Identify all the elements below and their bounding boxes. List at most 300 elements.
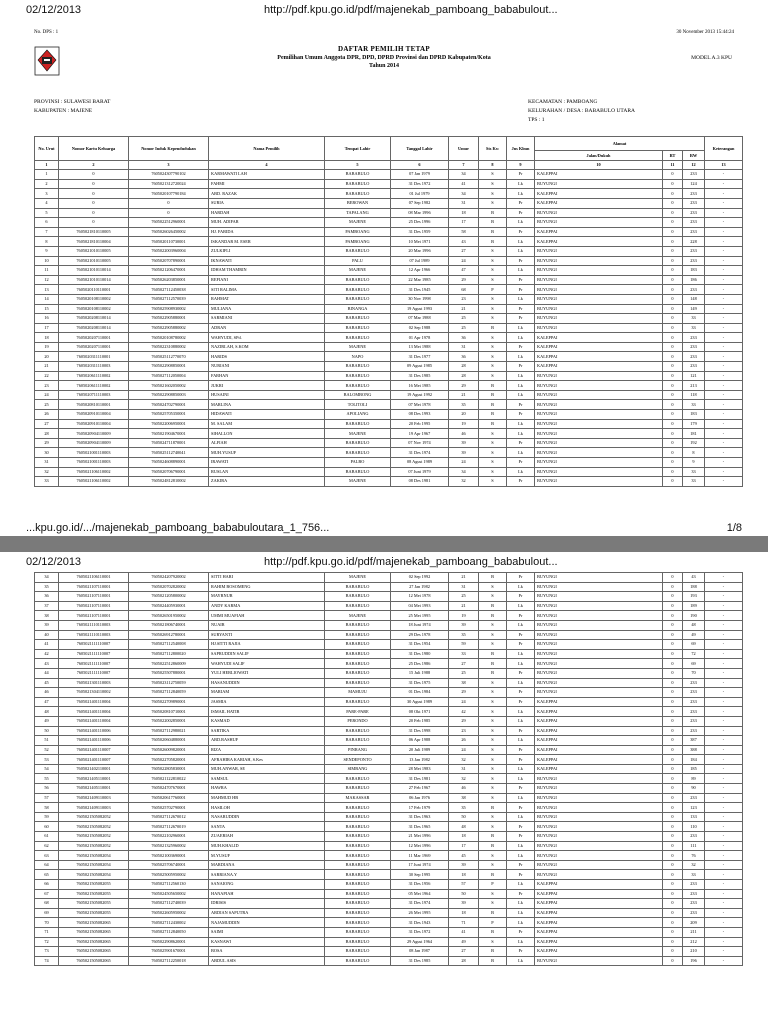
cell-umur: 24 xyxy=(449,256,479,266)
cell-umur: 71 xyxy=(449,918,479,928)
table-row xyxy=(35,179,743,189)
cell-status: S xyxy=(479,620,507,630)
cell-rw: 233 xyxy=(683,362,705,372)
cell-ket: - xyxy=(705,246,743,256)
cell-nik: 7605027112840050 xyxy=(129,927,209,937)
cell-no: 28 xyxy=(35,429,59,439)
cell-tempat: PAMBOANG xyxy=(325,237,391,247)
cell-nama: NURIANI xyxy=(209,362,325,372)
cell-nama: MUH.ANWAR, SE xyxy=(209,764,325,774)
cell-umur: 34 xyxy=(449,189,479,199)
cell-rw: 149 xyxy=(683,304,705,314)
cell-tanggal: 30 Sep 1995 xyxy=(391,870,449,880)
table-row xyxy=(35,908,743,918)
cell-rw: 233 xyxy=(683,716,705,726)
table-row xyxy=(35,812,743,822)
col-header-umur: Umur xyxy=(449,137,479,161)
cell-nama: AFRAHIRA KARIAH, S.Kes xyxy=(209,755,325,765)
cell-nik: 7605020108780002 xyxy=(129,333,209,343)
cell-rt: 0 xyxy=(663,294,683,304)
cell-rt: 0 xyxy=(663,812,683,822)
table-row xyxy=(35,678,743,688)
cell-rt: 0 xyxy=(663,352,683,362)
kecamatan: KECAMATAN : PAMBOANG xyxy=(528,99,598,105)
cell-umur: 21 xyxy=(449,573,479,583)
cell-ket: - xyxy=(705,333,743,343)
table-row xyxy=(35,237,743,247)
cell-umur: 25 xyxy=(449,314,479,324)
print-footer xyxy=(0,520,768,536)
cell-rw: 33 xyxy=(683,467,705,477)
table-row xyxy=(35,323,743,333)
cell-kk: 7605021405110001 xyxy=(59,784,129,794)
table-row xyxy=(35,371,743,381)
cell-nik: 7605021806740001 xyxy=(129,620,209,630)
cell-umur: 48 xyxy=(449,822,479,832)
cell-rw: 184 xyxy=(683,755,705,765)
cell-nik: 7605025005950002 xyxy=(129,870,209,880)
cell-ket: - xyxy=(705,400,743,410)
table-row xyxy=(35,285,743,295)
cell-tempat: TOLITOLI xyxy=(325,400,391,410)
cell-jk: Lk xyxy=(507,716,535,726)
cell-nik: 7605021602050002 xyxy=(129,381,209,391)
cell-status: B xyxy=(479,956,507,966)
cell-jalan: BUYUNGI xyxy=(535,285,663,295)
cell-umur: 26 xyxy=(449,736,479,746)
cell-rw: 233 xyxy=(683,899,705,909)
cell-status: S xyxy=(479,630,507,640)
cell-jk: Pr xyxy=(507,697,535,707)
cell-tempat: BABABULO xyxy=(325,851,391,861)
table-row xyxy=(35,611,743,621)
cell-ket: - xyxy=(705,947,743,957)
cell-tanggal: 31 Des 1977 xyxy=(391,352,449,362)
cell-nik: 7605022705820001 xyxy=(129,755,209,765)
cell-no: 7 xyxy=(35,227,59,237)
cell-rw: 185 xyxy=(683,764,705,774)
cell-no: 46 xyxy=(35,688,59,698)
cell-rw: 33 xyxy=(683,870,705,880)
cell-umur: 21 xyxy=(449,601,479,611)
cell-status: S xyxy=(479,716,507,726)
cell-ket: - xyxy=(705,851,743,861)
cell-rt: 0 xyxy=(663,937,683,947)
cell-umur: 32 xyxy=(449,477,479,487)
cell-jk: Lk xyxy=(507,707,535,717)
cell-rw: 233 xyxy=(683,726,705,736)
cell-tempat: BABABULO xyxy=(325,678,391,688)
cell-status: S xyxy=(479,851,507,861)
cell-kk: 7605021505082052 xyxy=(59,841,129,851)
cell-no: 35 xyxy=(35,582,59,592)
cell-kk: 7605021301110003 xyxy=(59,678,129,688)
cell-tanggal: 25 Des 1996 xyxy=(391,218,449,228)
cell-no: 6 xyxy=(35,218,59,228)
cell-status: S xyxy=(479,755,507,765)
cell-jk: Pr xyxy=(507,592,535,602)
cell-jalan: BUYUNGI xyxy=(535,822,663,832)
cell-nik: 7605020110730001 xyxy=(129,237,209,247)
cell-rw: 188 xyxy=(683,582,705,592)
cell-tempat: BABABULO xyxy=(325,899,391,909)
table-row xyxy=(35,419,743,429)
cell-umur: 18 xyxy=(449,870,479,880)
table-row xyxy=(35,218,743,228)
cell-no: 10 xyxy=(35,256,59,266)
cell-rt: 0 xyxy=(663,784,683,794)
cell-no: 51 xyxy=(35,736,59,746)
cell-nama: HJ.SITTI RAJIA xyxy=(209,640,325,650)
cell-nik: 7605022003960004 xyxy=(129,246,209,256)
cell-status: B xyxy=(479,870,507,880)
cell-tempat: BEROWAN xyxy=(325,198,391,208)
cell-jalan: KALEPPAI xyxy=(535,237,663,247)
cell-no: 56 xyxy=(35,784,59,794)
cell-status: B xyxy=(479,381,507,391)
cell-tempat: BABABULO xyxy=(325,947,391,957)
table-row xyxy=(35,947,743,957)
cell-nama: MULIANA xyxy=(209,304,325,314)
cell-jk: Pr xyxy=(507,410,535,420)
cell-status: S xyxy=(479,352,507,362)
cell-tanggal: 08 Mar 1996 xyxy=(391,208,449,218)
cell-rt: 0 xyxy=(663,774,683,784)
cell-rt: 0 xyxy=(663,889,683,899)
cell-rt: 0 xyxy=(663,736,683,746)
cell-status: B xyxy=(479,323,507,333)
cell-nama: BOSA xyxy=(209,947,325,957)
cell-ket: - xyxy=(705,266,743,276)
cell-kk: 7605020611110002 xyxy=(59,371,129,381)
cell-umur: 35 xyxy=(449,630,479,640)
cell-status: S xyxy=(479,467,507,477)
cell-jk: Lk xyxy=(507,736,535,746)
table-row xyxy=(35,381,743,391)
cell-umur: 38 xyxy=(449,793,479,803)
table-row xyxy=(35,601,743,611)
cell-nama: NASARUDDIN xyxy=(209,812,325,822)
cell-status: S xyxy=(479,371,507,381)
cell-no: 8 xyxy=(35,237,59,247)
table-row xyxy=(35,266,743,276)
cell-rt: 0 xyxy=(663,458,683,468)
cell-no: 21 xyxy=(35,362,59,372)
cell-kk: 7605021110110003 xyxy=(59,630,129,640)
cell-rw: 33 xyxy=(683,323,705,333)
col-index-cell: 10 xyxy=(535,160,663,170)
cell-jalan: BUYUNGI xyxy=(535,841,663,851)
cell-kk: 7605021107110001 xyxy=(59,592,129,602)
cell-ket: - xyxy=(705,438,743,448)
cell-rw: 233 xyxy=(683,342,705,352)
cell-nik: 7605021122810022 xyxy=(129,774,209,784)
cell-no: 17 xyxy=(35,323,59,333)
cell-kk: 0 xyxy=(59,189,129,199)
cell-no: 49 xyxy=(35,716,59,726)
cell-rw: 110 xyxy=(683,822,705,832)
cell-kk: 7605020611110002 xyxy=(59,381,129,391)
cell-no: 2 xyxy=(35,179,59,189)
cell-nik: 7605025706740001 xyxy=(129,860,209,870)
cell-ket: - xyxy=(705,285,743,295)
cell-jalan: BUYUNGI xyxy=(535,179,663,189)
cell-jalan: BUYUNGI xyxy=(535,956,663,966)
cell-jk: Pr xyxy=(507,745,535,755)
cell-jalan: BUYUNGI xyxy=(535,419,663,429)
cell-ket: - xyxy=(705,764,743,774)
cell-jalan: BUYUNGI xyxy=(535,458,663,468)
cell-jk: Pr xyxy=(507,860,535,870)
cell-jalan: KALEPPAI xyxy=(535,937,663,947)
cell-kk: 7605021505082065 xyxy=(59,927,129,937)
cell-nik: 0 xyxy=(129,198,209,208)
cell-status: S xyxy=(479,582,507,592)
cell-kk: 7605020207110001 xyxy=(59,342,129,352)
cell-rw: 209 xyxy=(683,918,705,928)
cell-no: 22 xyxy=(35,371,59,381)
cell-umur: 27 xyxy=(449,246,479,256)
cell-jalan: KALEPPAI xyxy=(535,755,663,765)
cell-umur: 34 xyxy=(449,170,479,180)
cell-rt: 0 xyxy=(663,755,683,765)
cell-no: 19 xyxy=(35,342,59,352)
cell-kk: 7605021107110001 xyxy=(59,611,129,621)
cell-tanggal: 30 Nov 1998 xyxy=(391,294,449,304)
cell-tanggal: 31 Des 1959 xyxy=(391,227,449,237)
cell-jk: Pr xyxy=(507,688,535,698)
cell-nama: SARRIANA.Y xyxy=(209,870,325,880)
cell-nik: 7605022102960001 xyxy=(129,832,209,842)
col-header-alamat: Alamat xyxy=(535,137,705,151)
cell-tempat: BABABULO xyxy=(325,736,391,746)
cell-nama: HUSAINI xyxy=(209,390,325,400)
cell-rw: 8 xyxy=(683,448,705,458)
cell-status: S xyxy=(479,774,507,784)
cell-umur: 28 xyxy=(449,956,479,966)
cell-nik: 7605025705350001 xyxy=(129,410,209,420)
cell-nik: 7605027112430002 xyxy=(129,918,209,928)
cell-ket: - xyxy=(705,601,743,611)
cell-nik: 7605020604880001 xyxy=(129,736,209,746)
cell-ket: - xyxy=(705,736,743,746)
cell-ket: - xyxy=(705,342,743,352)
cell-rt: 0 xyxy=(663,582,683,592)
cell-tanggal: 31 Des 1965 xyxy=(391,822,449,832)
cell-nama: SURIA xyxy=(209,198,325,208)
cell-status: S xyxy=(479,179,507,189)
cell-jalan: BUYUNGI xyxy=(535,371,663,381)
cell-tanggal: 29 Des 1978 xyxy=(391,630,449,640)
cell-tanggal: 27 Jan 1982 xyxy=(391,582,449,592)
doc-title-block xyxy=(0,45,768,69)
table-row xyxy=(35,630,743,640)
cell-status: S xyxy=(479,899,507,909)
cell-tempat: BABABULO xyxy=(325,659,391,669)
cell-no: 40 xyxy=(35,630,59,640)
cell-kk: 7605021505082065 xyxy=(59,947,129,957)
cell-status: S xyxy=(479,592,507,602)
cell-no: 67 xyxy=(35,889,59,899)
cell-nik: 7605025901670001 xyxy=(129,947,209,957)
cell-jalan: BUYUNGI xyxy=(535,860,663,870)
cell-nik: 7605024707670001 xyxy=(129,784,209,794)
cell-ket: - xyxy=(705,592,743,602)
cell-umur: 28 xyxy=(449,362,479,372)
cell-rt: 0 xyxy=(663,947,683,957)
cell-tanggal: 19 Agust 1993 xyxy=(391,304,449,314)
cell-umur: 50 xyxy=(449,812,479,822)
col-header-nama: Nama Pemilih xyxy=(209,137,325,161)
cell-umur: 29 xyxy=(449,381,479,391)
cell-nik: 7605022709890001 xyxy=(129,697,209,707)
cell-ket: - xyxy=(705,803,743,813)
cell-nik: 7605020702820002 xyxy=(129,582,209,592)
cell-ket: - xyxy=(705,630,743,640)
cell-tanggal: 19 Agust 1992 xyxy=(391,390,449,400)
cell-rt: 0 xyxy=(663,410,683,420)
cell-kk: 7605020108110002 xyxy=(59,294,129,304)
cell-kk: 7605021110110003 xyxy=(59,620,129,630)
cell-kk: 7605021409110003 xyxy=(59,803,129,813)
col-header-tanggal: Tanggal Lahir xyxy=(391,137,449,161)
cell-jk: Pr xyxy=(507,630,535,640)
cell-tempat: MAJENE xyxy=(325,266,391,276)
cell-rw: 193 xyxy=(683,592,705,602)
cell-jalan: BUYUNGI xyxy=(535,400,663,410)
col-header-no: No. Urut xyxy=(35,137,59,161)
cell-rt: 0 xyxy=(663,371,683,381)
col-header-nik: Nomor Induk Kependudukan xyxy=(129,137,209,161)
cell-no: 73 xyxy=(35,947,59,957)
doc-meta xyxy=(34,30,734,40)
cell-status: S xyxy=(479,764,507,774)
cell-rt: 0 xyxy=(663,793,683,803)
table-row xyxy=(35,745,743,755)
cell-tanggal: 20 Feb 1985 xyxy=(391,716,449,726)
cell-jk: Lk xyxy=(507,390,535,400)
cell-nik: 7605027112840059 xyxy=(129,688,209,698)
cell-ket: - xyxy=(705,323,743,333)
cell-rt: 0 xyxy=(663,716,683,726)
cell-jalan: BUYUNGI xyxy=(535,678,663,688)
cell-ket: - xyxy=(705,429,743,439)
cell-jk: Lk xyxy=(507,266,535,276)
cell-ket: - xyxy=(705,362,743,372)
doc-subtitle: Pemilihan Umum Anggota DPR, DPD, DPRD Provinsi dan DPRD Kabupaten/Kota xyxy=(277,55,491,61)
cell-tanggal: 13 Jan 1982 xyxy=(391,755,449,765)
cell-tempat: BABABULO xyxy=(325,832,391,842)
cell-rw: 181 xyxy=(683,429,705,439)
cell-rw: 186 xyxy=(683,275,705,285)
cell-status: B xyxy=(479,841,507,851)
cell-nama: MAYRNUR xyxy=(209,592,325,602)
cell-jalan: KALEPPAI xyxy=(535,908,663,918)
cell-tanggal: 22 Mar 1985 xyxy=(391,275,449,285)
cell-jk: Lk xyxy=(507,323,535,333)
cell-rw: 213 xyxy=(683,381,705,391)
cell-jalan: BUYUNGI xyxy=(535,688,663,698)
cell-umur: 17 xyxy=(449,218,479,228)
cell-jk: Pr xyxy=(507,611,535,621)
cell-tanggal: 01 Des 1984 xyxy=(391,688,449,698)
table-row xyxy=(35,314,743,324)
col-header-rw: RW xyxy=(683,151,705,161)
cell-no: 52 xyxy=(35,745,59,755)
cell-kk: 7605021505082065 xyxy=(59,956,129,966)
cell-rt: 0 xyxy=(663,678,683,688)
cell-rt: 0 xyxy=(663,573,683,583)
cell-ket: - xyxy=(705,832,743,842)
footer-url: ...kpu.go.id/.../majenekab_pamboang_bababuloutara_1_756... xyxy=(26,522,330,534)
cell-ket: - xyxy=(705,582,743,592)
cell-tempat: BABABULO xyxy=(325,419,391,429)
cell-kk: 7605021107110001 xyxy=(59,601,129,611)
cell-tempat: MAJENE xyxy=(325,573,391,583)
cell-rt: 0 xyxy=(663,467,683,477)
cell-rw: 233 xyxy=(683,688,705,698)
cell-rt: 0 xyxy=(663,860,683,870)
cell-rw: 387 xyxy=(683,736,705,746)
cell-jk: Pr xyxy=(507,927,535,937)
cell-tanggal: 31 Des 1985 xyxy=(391,956,449,966)
cell-umur: 46 xyxy=(449,429,479,439)
cell-no: 37 xyxy=(35,601,59,611)
voter-table-page-2 xyxy=(34,572,743,966)
col-index-cell: 4 xyxy=(209,160,325,170)
cell-nik: 7605024207920002 xyxy=(129,573,209,583)
cell-jk: Pr xyxy=(507,438,535,448)
cell-rw: 118 xyxy=(683,390,705,400)
cell-nama: ARDIAN SAPUTRA xyxy=(209,908,325,918)
cell-ket: - xyxy=(705,937,743,947)
cell-jk: Pr xyxy=(507,170,535,180)
cell-no: 12 xyxy=(35,275,59,285)
cell-rt: 0 xyxy=(663,880,683,890)
table-row xyxy=(35,467,743,477)
cell-umur: 24 xyxy=(449,697,479,707)
doc-timestamp: 30 November 2013 15:44:24 xyxy=(676,30,734,35)
cell-tanggal: 31 Des 1981 xyxy=(391,774,449,784)
cell-rw: 33 xyxy=(683,477,705,487)
cell-status: S xyxy=(479,812,507,822)
cell-ket: - xyxy=(705,678,743,688)
table-row xyxy=(35,841,743,851)
cell-rw: 179 xyxy=(683,419,705,429)
cell-nik: 7605027112450038 xyxy=(129,285,209,295)
cell-jk: Lk xyxy=(507,793,535,803)
cell-ket: - xyxy=(705,956,743,966)
cell-tempat: SIMBANG xyxy=(325,764,391,774)
cell-nik: 7605027112560130 xyxy=(129,880,209,890)
cell-rt: 0 xyxy=(663,899,683,909)
cell-rw: 388 xyxy=(683,745,705,755)
cell-tanggal: 27 Feb 1967 xyxy=(391,784,449,794)
cell-nama: ZAKIRA xyxy=(209,477,325,487)
cell-jalan: KALEPPAI xyxy=(535,352,663,362)
cell-jalan: BUYUNGI xyxy=(535,793,663,803)
cell-jalan: BUYUNGI xyxy=(535,851,663,861)
cell-nik: 7605024608890001 xyxy=(129,458,209,468)
cell-ket: - xyxy=(705,668,743,678)
cell-no: 70 xyxy=(35,918,59,928)
cell-nama: KASNAWI xyxy=(209,937,325,947)
cell-status: B xyxy=(479,611,507,621)
cell-jalan: BUYUNGI xyxy=(535,573,663,583)
cell-rt: 0 xyxy=(663,601,683,611)
cell-kk: 7605021304110002 xyxy=(59,688,129,698)
cell-tempat: MAJENE xyxy=(325,429,391,439)
